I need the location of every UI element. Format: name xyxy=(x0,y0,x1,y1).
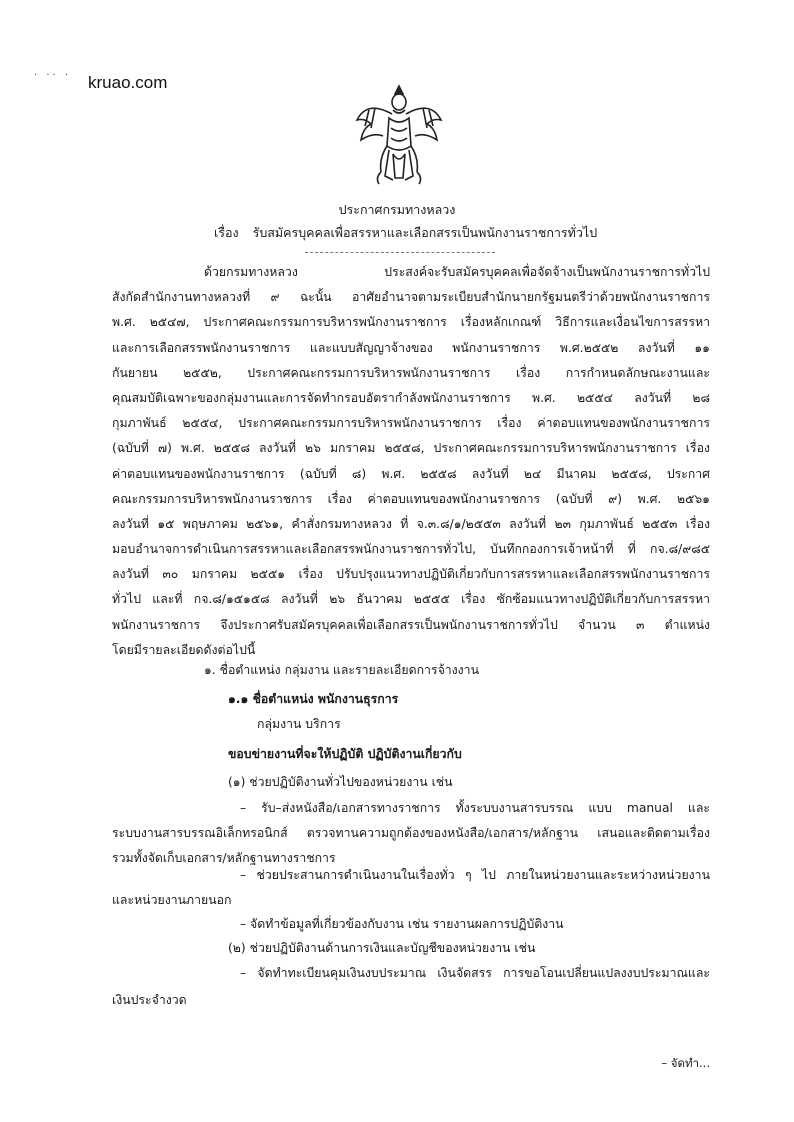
preamble-line: คณะกรรมการบริหารพนักงานราชการ เรื่อง ค่าตอบแทนของพนักงานราชการ (ฉบับที่ ๙) พ.ศ. ๒๕๖๑ xyxy=(112,491,710,506)
duty-title: (๑) ช่วยปฏิบัติงานทั่วไปของหน่วยงาน เช่น xyxy=(228,775,453,789)
duty-item-line: – จัดทำทะเบียนคุมเงินงบประมาณ เงินจัดสรร การขอโอนเปลี่ยนแปลงงบประมาณและ xyxy=(240,966,710,980)
preamble-line: ทั่วไป และที่ กจ.๘/๑๕๑๕๘ ลงวันที่ ๒๖ ธันวาคม ๒๕๕๕ เรื่อง ซักซ้อมแนวทางปฏิบัติเกี่ยวกับการสรรหา xyxy=(112,592,710,607)
preamble-line: พนักงานราชการ จึงประกาศรับสมัครบุคคลเพื่อเลือกสรรเป็นพนักงานราชการทั่วไป จำนวน ๓ ตำแหน่ง xyxy=(112,617,710,632)
continuation-note: – จัดทำ... xyxy=(661,1056,710,1070)
announcement-title: ประกาศกรมทางหลวง xyxy=(338,202,456,217)
preamble-line: กันยายน ๒๕๕๒, ประกาศคณะกรรมการบริหารพนักงานราชการ เรื่อง การกำหนดลักษณะงานและ xyxy=(112,365,710,380)
section-heading: ๑. ชื่อตำแหน่ง กลุ่มงาน และรายละเอียดการจ้างงาน xyxy=(204,663,479,677)
preamble-line: โดยมีรายละเอียดดังต่อไปนี้ xyxy=(112,642,256,657)
preamble-line: สังกัดสำนักงานทางหลวงที่ ๙ ฉะนั้น อาศัยอำนาจตามระเบียบสำนักนายกรัฐมนตรีว่าด้วยพนักงานราชการ xyxy=(112,290,710,305)
preamble-line: มอบอำนาจการดำเนินการสรรหาและเลือกสรรพนักงานราชการทั่วไป, บันทึกกองการเจ้าหน้าที่ ที่ กจ.๘/๙๘๕ xyxy=(112,542,710,557)
duty-item-line: รวมทั้งจัดเก็บเอกสาร/หลักฐานทางราชการ xyxy=(112,851,336,865)
duty-item-line: – ช่วยประสานการดำเนินงานในเรื่องทั่ว ๆ ไป ภายในหน่วยงานและระหว่างหน่วยงาน xyxy=(240,868,710,882)
watermark: kruao.com xyxy=(88,73,168,92)
position-heading: ๑.๑ ชื่อตำแหน่ง พนักงานธุรการ xyxy=(228,692,399,706)
duties-heading: ขอบข่ายงานที่จะให้ปฏิบัติ ปฏิบัติงานเกี่ยวกับ xyxy=(228,747,462,761)
preamble-line: และการเลือกสรรพนักงานราชการ และแบบสัญญาจ้างของ พนักงานราชการ พ.ศ.๒๕๕๒ ลงวันที่ ๑๑ xyxy=(112,340,710,355)
duty-title: (๒) ช่วยปฏิบัติงานด้านการเงินและบัญชีของหน่วยงาน เช่น xyxy=(228,941,536,955)
preamble-line: ลงวันที่ ๑๕ พฤษภาคม ๒๕๖๑, คำสั่งกรมทางหลวง ที่ จ.๓.๘/๑/๒๕๕๓ ลงวันที่ ๒๓ กุมภาพันธ์ ๒๕๕๓ เรื่อง xyxy=(112,516,710,531)
preamble-paragraph xyxy=(112,260,710,663)
subject-label: เรื่อง xyxy=(214,225,239,240)
scan-specks: · ·· · xyxy=(34,70,72,81)
subject-text: รับสมัครบุคคลเพื่อสรรหาและเลือกสรรเป็นพนักงานราชการทั่วไป xyxy=(252,225,598,240)
preamble-line: (ฉบับที่ ๗) พ.ศ. ๒๕๕๘ ลงวันที่ ๒๖ มกราคม ๒๕๕๘, ประกาศคณะกรรมการบริหารพนักงานราชการ เรื่อง xyxy=(112,441,710,456)
position-group: กลุ่มงาน บริการ xyxy=(257,717,341,731)
preamble-line: คุณสมบัติเฉพาะของกลุ่มงานและการจัดทำกรอบอัตรากำลังพนักงานราชการ พ.ศ. ๒๕๕๔ ลงวันที่ ๒๘ xyxy=(112,390,710,405)
preamble-line: พ.ศ. ๒๕๔๗, ประกาศคณะกรรมการบริหารพนักงานราชการ เรื่องหลักเกณฑ์ วิธีการและเงื่อนไขการสรรหา xyxy=(112,315,710,330)
duty-item-line: – รับ–ส่งหนังสือ/เอกสารทางราชการ ทั้งระบบงานสารบรรณ แบบ manual และ xyxy=(240,801,710,815)
title-divider xyxy=(305,252,495,253)
preamble-line: ลงวันที่ ๓๐ มกราคม ๒๕๕๑ เรื่อง ปรับปรุงแนวทางปฏิบัติเกี่ยวกับการสรรหาและเลือกสรรพนักงานราชการ xyxy=(112,567,710,582)
garuda-emblem-icon xyxy=(349,80,449,190)
preamble-line: ด้วยกรมทางหลวง ประสงค์จะรับสมัครบุคคลเพื่อจัดจ้างเป็นพนักงานราชการทั่วไป xyxy=(204,265,710,279)
preamble-line: ค่าตอบแทนของพนักงานราชการ (ฉบับที่ ๘) พ.ศ. ๒๕๕๘ ลงวันที่ ๒๔ มีนาคม ๒๕๕๘, ประกาศ xyxy=(112,466,710,481)
duty-item-line: เงินประจำงวด xyxy=(112,993,187,1007)
announcement-subject xyxy=(214,223,597,243)
duty-item: – จัดทำข้อมูลที่เกี่ยวข้องกับงาน เช่น รายงานผลการปฏิบัติงาน xyxy=(240,917,564,931)
duty-item-line: ระบบงานสารบรรณอิเล็กทรอนิกส์ ตรวจทานความถูกต้องของหนังสือ/เอกสาร/หลักฐาน เสนอและติดตามเรื่อง xyxy=(112,826,710,840)
duty-item-line: และหน่วยงานภายนอก xyxy=(112,893,232,907)
preamble-line: กุมภาพันธ์ ๒๕๕๔, ประกาศคณะกรรมการบริหารพนักงานราชการ เรื่อง ค่าตอบแทนของพนักงานราชการ xyxy=(112,416,710,431)
